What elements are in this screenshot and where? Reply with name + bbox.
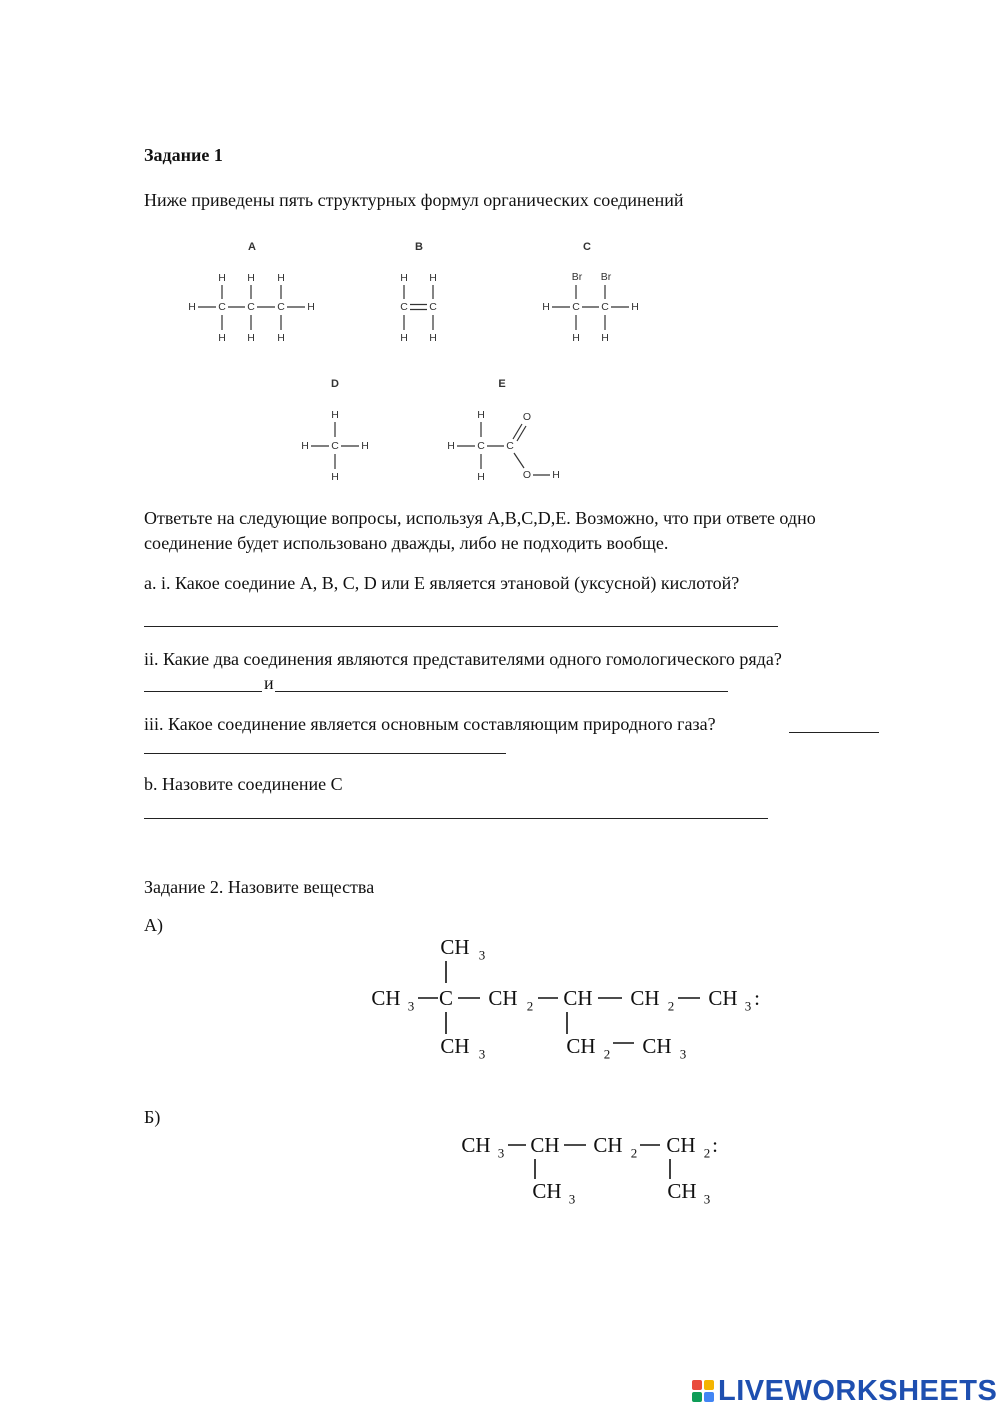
question-a-ii: ii. Какие два соединения являются представителями одного гомологического ряда?: [144, 649, 782, 669]
svg-text:C: C: [506, 440, 514, 452]
svg-text:3: 3: [703, 1191, 711, 1207]
svg-text:C: C: [477, 440, 485, 452]
svg-text:H: H: [361, 440, 369, 452]
svg-text:H: H: [429, 272, 437, 284]
svg-text:CH: CH: [563, 986, 593, 1010]
svg-text:O: O: [522, 469, 532, 481]
svg-text:3: 3: [744, 998, 752, 1014]
liveworksheets-logo[interactable]: [692, 1374, 997, 1408]
svg-text:H: H: [477, 409, 485, 421]
svg-text:C: C: [572, 301, 580, 313]
svg-text:Br: Br: [600, 271, 612, 283]
svg-text:3: 3: [568, 1191, 576, 1207]
svg-text:H: H: [429, 332, 437, 344]
svg-text:O: O: [522, 411, 532, 423]
svg-text:2: 2: [667, 998, 675, 1014]
svg-text:H: H: [218, 332, 226, 344]
svg-text:H: H: [331, 471, 339, 483]
question-b: b. Назовите соединение C: [144, 774, 343, 794]
structure-e-label: E: [498, 378, 506, 390]
question-a-iii: iii. Какое соединение является основным составляющим природного газа?: [144, 714, 716, 734]
structure-a-label: A: [248, 241, 256, 253]
svg-text:CH: CH: [708, 986, 738, 1010]
svg-text:CH: CH: [461, 1133, 491, 1157]
svg-text:H: H: [572, 332, 580, 344]
svg-text:H: H: [277, 272, 285, 284]
svg-text:3: 3: [407, 998, 415, 1014]
structure-d-label: D: [331, 378, 339, 390]
svg-text:CH: CH: [440, 1034, 470, 1058]
question-a-i: a. i. Какое соединие A, B, C, D или E является этановой (уксусной) кислотой?: [144, 573, 740, 593]
svg-text:H: H: [188, 301, 196, 313]
svg-text:H: H: [477, 471, 485, 483]
svg-text:3: 3: [478, 1046, 486, 1062]
svg-text:2: 2: [703, 1145, 711, 1161]
svg-text:H: H: [601, 332, 609, 344]
svg-text::: :: [712, 1133, 718, 1157]
svg-text:H: H: [542, 301, 550, 313]
instructions-line-2: соединение будет использовано дважды, либо не подходить вообще.: [144, 533, 669, 553]
svg-text:H: H: [307, 301, 315, 313]
svg-text:Br: Br: [571, 271, 583, 283]
svg-text:C: C: [247, 301, 255, 313]
svg-text:CH: CH: [593, 1133, 623, 1157]
svg-text:CH: CH: [530, 1133, 560, 1157]
svg-text:H: H: [552, 469, 560, 481]
svg-text:C: C: [277, 301, 285, 313]
svg-text:H: H: [301, 440, 309, 452]
svg-text:CH: CH: [667, 1179, 697, 1203]
svg-text:H: H: [400, 332, 408, 344]
svg-text::: :: [754, 986, 760, 1010]
svg-text:CH: CH: [440, 935, 470, 959]
svg-text:CH: CH: [566, 1034, 596, 1058]
svg-text:2: 2: [630, 1145, 638, 1161]
liveworksheets-brand-text: LIVEWORKSHEETS: [718, 1374, 998, 1407]
instructions-line-1: Ответьте на следующие вопросы, используя A,B,C,D,E. Возможно, что при ответе одно: [144, 508, 816, 528]
svg-text:C: C: [601, 301, 609, 313]
svg-text:3: 3: [497, 1145, 505, 1161]
and-word: и: [264, 673, 274, 693]
svg-text:CH: CH: [666, 1133, 696, 1157]
svg-text:H: H: [247, 272, 255, 284]
svg-text:H: H: [400, 272, 408, 284]
svg-text:3: 3: [679, 1046, 687, 1062]
svg-text:CH: CH: [371, 986, 401, 1010]
svg-text:CH: CH: [488, 986, 518, 1010]
svg-text:CH: CH: [532, 1179, 562, 1203]
svg-text:2: 2: [603, 1046, 611, 1062]
svg-text:CH: CH: [642, 1034, 672, 1058]
svg-text:C: C: [429, 301, 437, 313]
task1-title: Задание 1: [144, 145, 223, 165]
svg-text:H: H: [277, 332, 285, 344]
svg-text:CH: CH: [630, 986, 660, 1010]
task2-label-b: Б): [144, 1107, 161, 1127]
task2-label-a: А): [144, 915, 163, 935]
svg-text:2: 2: [526, 998, 534, 1014]
svg-text:C: C: [438, 986, 454, 1010]
svg-text:C: C: [400, 301, 408, 313]
svg-text:3: 3: [478, 947, 486, 963]
svg-text:H: H: [447, 440, 455, 452]
svg-text:C: C: [218, 301, 226, 313]
task2-title: Задание 2. Назовите вещества: [144, 877, 375, 897]
task1-intro: Ниже приведены пять структурных формул органических соединений: [144, 190, 684, 210]
svg-text:H: H: [247, 332, 255, 344]
structure-c-label: C: [583, 241, 591, 253]
svg-text:C: C: [331, 440, 339, 452]
svg-text:H: H: [631, 301, 639, 313]
svg-text:H: H: [218, 272, 226, 284]
structure-b-label: B: [415, 241, 423, 253]
svg-text:H: H: [331, 409, 339, 421]
liveworksheets-logo-icon: [692, 1380, 714, 1402]
